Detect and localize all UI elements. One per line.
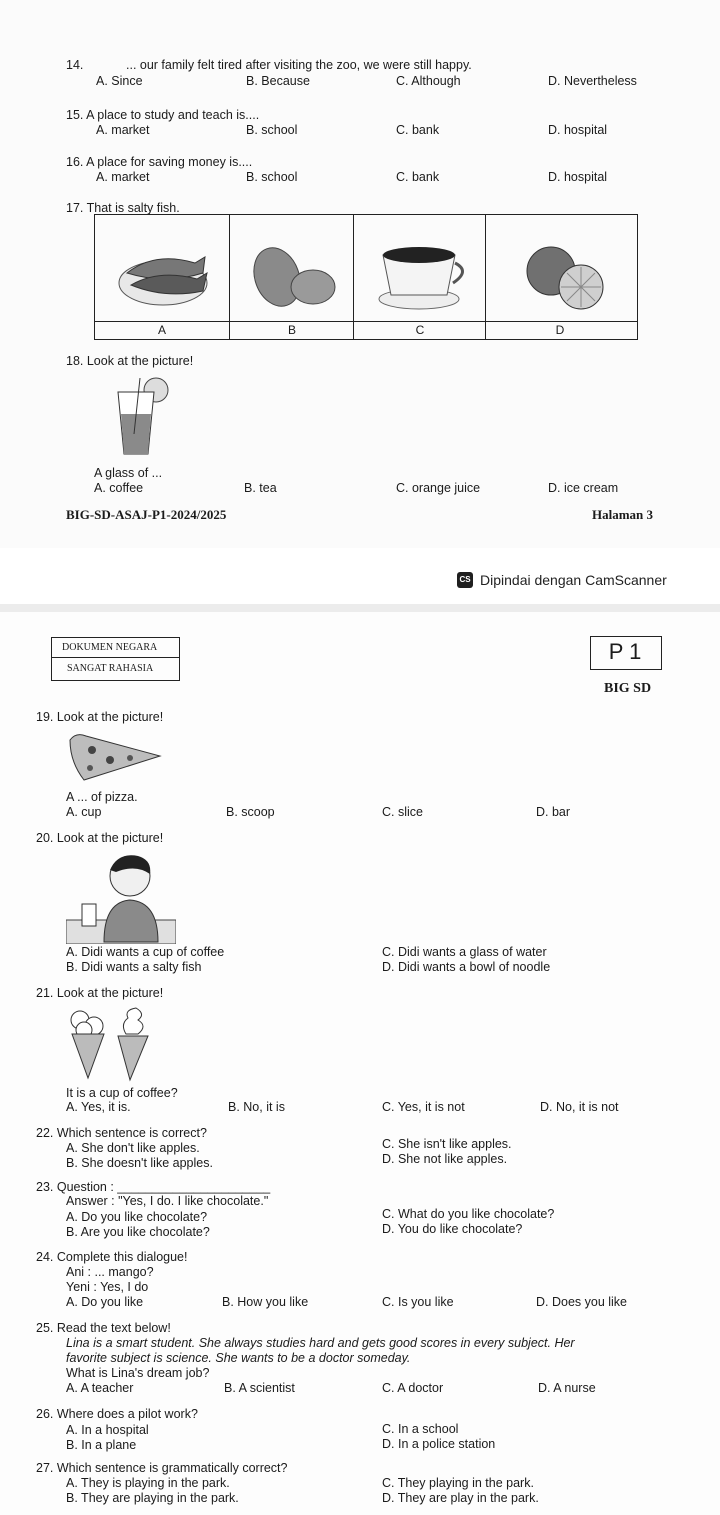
- q17-label-d: D: [555, 323, 565, 337]
- q25-option-d: D. A nurse: [538, 1381, 596, 1395]
- q16-option-c: C. bank: [396, 170, 440, 184]
- q14-option-d: D. Nevertheless: [548, 74, 637, 88]
- q23-option-d: D. You do like chocolate?: [382, 1222, 523, 1236]
- q14-option-a: A. Since: [96, 74, 143, 88]
- q15-option-d: D. hospital: [548, 123, 608, 137]
- coffee-cup-image: [367, 237, 471, 313]
- q20-option-c: C. Didi wants a glass of water: [382, 945, 547, 959]
- q26-option-b: B. In a plane: [66, 1438, 137, 1452]
- q14-option-b: B. Because: [246, 74, 310, 88]
- q21-option-c: C. Yes, it is not: [382, 1100, 465, 1114]
- q17-label-c: C: [415, 323, 425, 337]
- q25-stem: 25. Read the text below!: [36, 1321, 171, 1335]
- q18-option-a: A. coffee: [94, 481, 144, 495]
- footer-page-number: Halaman 3: [592, 507, 654, 522]
- q25-passage-line-1: Lina is a smart student. She always studies hard and gets good scores in every subject. Her: [66, 1336, 575, 1350]
- header-subject: BIG SD: [604, 681, 652, 696]
- q18-stem: 18. Look at the picture!: [66, 354, 194, 368]
- q23-stem: 23. Question : ______________________: [36, 1180, 271, 1194]
- mango-image: [243, 239, 343, 309]
- q15-stem: 15. A place to study and teach is....: [66, 108, 260, 122]
- q22-option-a: A. She don't like apples.: [66, 1141, 200, 1155]
- q24-dialogue-yeni: Yeni : Yes, I do: [66, 1280, 149, 1294]
- q25-passage-line-2: favorite subject is science. She wants to be a doctor someday.: [66, 1351, 411, 1365]
- q16-option-b: B. school: [246, 170, 298, 184]
- q26-stem: 26. Where does a pilot work?: [36, 1407, 198, 1421]
- q27-option-a: A. They is playing in the park.: [66, 1476, 230, 1490]
- q18-sub: A glass of ...: [94, 466, 163, 480]
- salty-fish-image: [115, 233, 211, 311]
- q27-option-d: D. They are play in the park.: [382, 1491, 539, 1505]
- q19-option-b: B. scoop: [226, 805, 275, 819]
- orange-fruit-image: [497, 237, 627, 317]
- q24-option-b: B. How you like: [222, 1295, 309, 1309]
- q26-option-d: D. In a police station: [382, 1437, 496, 1451]
- q17-label-b: B: [287, 323, 296, 337]
- page-gap: [0, 604, 720, 612]
- camscanner-text: Dipindai dengan CamScanner: [480, 572, 667, 588]
- q17-label-a: A: [157, 323, 166, 337]
- q19-stem: 19. Look at the picture!: [36, 710, 164, 724]
- q14-number: 14.: [66, 58, 84, 72]
- q15-option-a: A. market: [96, 123, 150, 137]
- q24-dialogue-ani: Ani : ... mango?: [66, 1265, 154, 1279]
- q20-option-b: B. Didi wants a salty fish: [66, 960, 202, 974]
- header-sangat-rahasia: SANGAT RAHASIA: [67, 663, 154, 674]
- q22-option-d: D. She not like apples.: [382, 1152, 508, 1166]
- header-dokumen-negara: DOKUMEN NEGARA: [62, 642, 158, 653]
- q20-option-d: D. Didi wants a bowl of noodle: [382, 960, 551, 974]
- q15-option-b: B. school: [246, 123, 298, 137]
- q19-option-a: A. cup: [66, 805, 102, 819]
- q22-stem: 22. Which sentence is correct?: [36, 1126, 207, 1140]
- q27-option-c: C. They playing in the park.: [382, 1476, 534, 1490]
- pizza-slice-image: [66, 730, 166, 784]
- q24-option-a: A. Do you like: [66, 1295, 144, 1309]
- q23-option-c: C. What do you like chocolate?: [382, 1207, 555, 1221]
- q24-option-c: C. Is you like: [382, 1295, 454, 1309]
- q18-option-d: D. ice cream: [548, 481, 619, 495]
- q14-option-c: C. Although: [396, 74, 461, 88]
- q16-stem: 16. A place for saving money is....: [66, 155, 253, 169]
- q18-option-b: B. tea: [244, 481, 277, 495]
- q27-option-b: B. They are playing in the park.: [66, 1491, 239, 1505]
- q24-option-d: D. Does you like: [536, 1295, 628, 1309]
- q23-option-a: A. Do you like chocolate?: [66, 1210, 208, 1224]
- q22-option-c: C. She isn't like apples.: [382, 1137, 512, 1151]
- q25-option-a: A. A teacher: [66, 1381, 134, 1395]
- q14-stem: ... our family felt tired after visiting the zoo, we were still happy.: [126, 58, 472, 72]
- header-paper-code: P 1: [608, 639, 642, 664]
- q27-stem: 27. Which sentence is grammatically correct?: [36, 1461, 288, 1475]
- footer-exam-code: BIG-SD-ASAJ-P1-2024/2025: [66, 507, 227, 522]
- q19-sub: A ... of pizza.: [66, 790, 138, 804]
- q17-picture-grid: [94, 214, 638, 340]
- q22-option-b: B. She doesn't like apples.: [66, 1156, 213, 1170]
- q15-option-c: C. bank: [396, 123, 440, 137]
- q21-stem: 21. Look at the picture!: [36, 986, 164, 1000]
- q26-option-a: A. In a hospital: [66, 1423, 149, 1437]
- q23-answer: Answer : "Yes, I do. I like chocolate.": [66, 1194, 269, 1208]
- q16-option-d: D. hospital: [548, 170, 608, 184]
- q25-option-c: C. A doctor: [382, 1381, 444, 1395]
- q20-option-a: A. Didi wants a cup of coffee: [66, 945, 225, 959]
- q21-option-d: D. No, it is not: [540, 1100, 619, 1114]
- q17-stem: 17. That is salty fish.: [66, 201, 180, 215]
- q19-option-d: D. bar: [536, 805, 571, 819]
- q20-stem: 20. Look at the picture!: [36, 831, 164, 845]
- orange-juice-glass-image: [110, 374, 176, 458]
- boy-drinking-water-image: [66, 846, 176, 944]
- camscanner-logo: CS: [457, 572, 473, 588]
- q23-option-b: B. Are you like chocolate?: [66, 1225, 210, 1239]
- q21-option-b: B. No, it is: [228, 1100, 285, 1114]
- q21-sub: It is a cup of coffee?: [66, 1086, 178, 1100]
- ice-cream-cones-image: [66, 1004, 156, 1082]
- q25-option-b: B. A scientist: [224, 1381, 295, 1395]
- q18-option-c: C. orange juice: [396, 481, 481, 495]
- q16-option-a: A. market: [96, 170, 150, 184]
- q26-option-c: C. In a school: [382, 1422, 459, 1436]
- q21-option-a: A. Yes, it is.: [66, 1100, 131, 1114]
- q19-option-c: C. slice: [382, 805, 423, 819]
- q25-question: What is Lina's dream job?: [66, 1366, 210, 1380]
- q24-stem: 24. Complete this dialogue!: [36, 1250, 188, 1264]
